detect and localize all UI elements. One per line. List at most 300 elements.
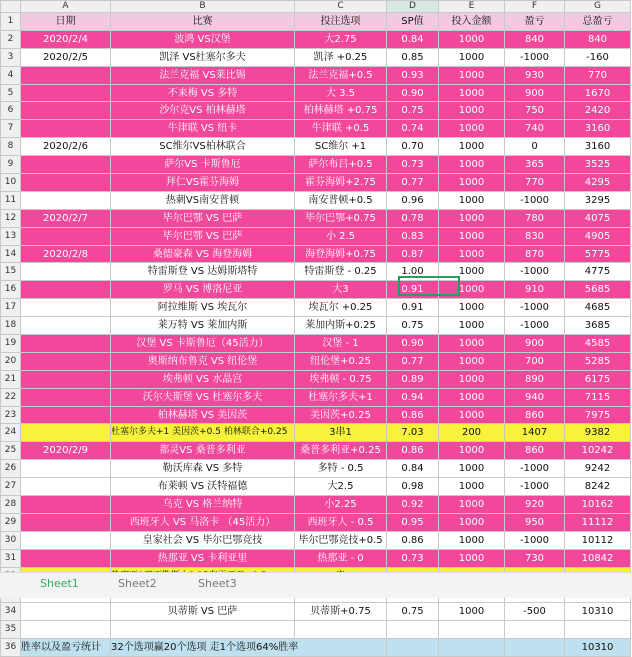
table-cell[interactable]: 0.85 xyxy=(387,48,439,66)
table-cell[interactable]: -500 xyxy=(505,603,565,621)
table-row xyxy=(1,442,631,460)
table-cell[interactable]: 大2.75 xyxy=(295,30,387,48)
table-cell[interactable]: 0.75 xyxy=(387,102,439,120)
table-cell[interactable]: -1000 xyxy=(505,48,565,66)
table-cell[interactable]: 0.74 xyxy=(387,120,439,138)
table-cell[interactable]: 大2.5 xyxy=(295,478,387,496)
table-cell[interactable]: 海登海姆+0.75 xyxy=(295,245,387,263)
table-cell[interactable]: 0.77 xyxy=(387,174,439,192)
table-row xyxy=(1,120,631,138)
table-cell[interactable]: 0.73 xyxy=(387,549,439,567)
row-number[interactable]: 14 xyxy=(1,245,21,263)
table-cell[interactable]: 沃尔夫斯堡 VS 杜塞尔多夫 xyxy=(111,388,295,406)
table-cell[interactable] xyxy=(21,66,111,84)
table-cell[interactable]: 1000 xyxy=(439,227,505,245)
table-cell[interactable] xyxy=(295,621,387,639)
table-cell[interactable]: 7.03 xyxy=(387,424,439,442)
table-cell[interactable]: -160 xyxy=(565,48,631,66)
table-cell[interactable]: 1000 xyxy=(439,174,505,192)
row-number[interactable]: 8 xyxy=(1,138,21,156)
table-cell[interactable]: 1000 xyxy=(439,406,505,424)
table-cell[interactable] xyxy=(21,102,111,120)
row-number[interactable]: 23 xyxy=(1,406,21,424)
table-cell[interactable]: 770 xyxy=(565,66,631,84)
table-cell[interactable]: 1000 xyxy=(439,156,505,174)
table-cell[interactable]: 波鸿 VS汉堡 xyxy=(111,30,295,48)
table-cell[interactable]: 0.75 xyxy=(387,603,439,621)
table-cell[interactable]: 毕尔巴鄂+0.75 xyxy=(295,209,387,227)
table-cell[interactable]: 1000 xyxy=(439,603,505,621)
table-cell[interactable]: 4075 xyxy=(565,209,631,227)
table-cell[interactable]: 1000 xyxy=(439,191,505,209)
table-cell[interactable]: 法兰克福+0.5 xyxy=(295,66,387,84)
table-cell[interactable]: 950 xyxy=(505,513,565,531)
row-number[interactable]: 22 xyxy=(1,388,21,406)
table-cell[interactable]: 杜塞尔多夫+1 美因茨+0.5 柏林联合+0.25 xyxy=(111,424,295,442)
table-cell[interactable]: 小2.25 xyxy=(295,496,387,514)
table-cell[interactable]: 10842 xyxy=(565,549,631,567)
table-cell[interactable]: 3525 xyxy=(565,156,631,174)
table-row xyxy=(1,335,631,353)
table-cell[interactable]: 桑德豪森 VS 海登海姆 xyxy=(111,245,295,263)
table-cell[interactable]: 920 xyxy=(505,496,565,514)
table-cell[interactable] xyxy=(439,639,505,657)
table-cell[interactable]: 0.91 xyxy=(387,281,439,299)
table-cell[interactable]: 埃弗顿 - 0.75 xyxy=(295,370,387,388)
table-cell[interactable]: 汉堡 VS 卡斯鲁厄（45活力） xyxy=(111,335,295,353)
table-cell[interactable] xyxy=(21,191,111,209)
table-cell[interactable] xyxy=(21,478,111,496)
table-cell[interactable]: 毕尔巴鄂竞技+0.5 xyxy=(295,531,387,549)
tab-sheet3[interactable]: Sheet3 xyxy=(198,577,237,590)
table-cell[interactable] xyxy=(21,84,111,102)
tab-sheet1[interactable]: Sheet1 xyxy=(40,577,79,590)
row-number[interactable]: 21 xyxy=(1,370,21,388)
row-number[interactable]: 25 xyxy=(1,442,21,460)
table-cell[interactable]: 940 xyxy=(505,388,565,406)
table-cell[interactable]: 1000 xyxy=(439,317,505,335)
table-cell[interactable]: 0.73 xyxy=(387,156,439,174)
table-cell[interactable]: 1000 xyxy=(439,442,505,460)
table-cell[interactable]: 10162 xyxy=(565,496,631,514)
table-cell[interactable]: 2020/2/7 xyxy=(21,209,111,227)
table-cell[interactable]: 特雷斯登 - 0.25 xyxy=(295,263,387,281)
table-cell[interactable]: 910 xyxy=(505,281,565,299)
table-cell[interactable]: 10112 xyxy=(565,531,631,549)
column-header-f[interactable]: F xyxy=(505,1,565,13)
table-cell[interactable]: 0.96 xyxy=(387,191,439,209)
column-header-a[interactable]: A xyxy=(21,1,111,13)
table-cell[interactable]: 1000 xyxy=(439,102,505,120)
table-cell[interactable]: 奥斯纳布鲁克 VS 纽伦堡 xyxy=(111,352,295,370)
table-cell[interactable]: 7115 xyxy=(565,388,631,406)
table-cell[interactable]: 0.84 xyxy=(387,460,439,478)
table-cell[interactable]: 890 xyxy=(505,370,565,388)
row-number[interactable]: 6 xyxy=(1,102,21,120)
table-cell[interactable]: 大3 xyxy=(295,281,387,299)
table-cell[interactable]: 1000 xyxy=(439,496,505,514)
row-number[interactable]: 24 xyxy=(1,424,21,442)
table-cell[interactable]: 4295 xyxy=(565,174,631,192)
row-number[interactable]: 4 xyxy=(1,66,21,84)
table-cell[interactable]: 4905 xyxy=(565,227,631,245)
column-header-g[interactable]: G xyxy=(565,1,631,13)
table-cell[interactable]: 特雷斯登 VS 达姆斯塔特 xyxy=(111,263,295,281)
table-cell[interactable]: 6175 xyxy=(565,370,631,388)
table-cell[interactable]: 0.70 xyxy=(387,138,439,156)
table-cell[interactable]: 365 xyxy=(505,156,565,174)
table-cell[interactable]: 柏林赫塔 +0.75 xyxy=(295,102,387,120)
table-cell[interactable]: 桑普多利亚+0.25 xyxy=(295,442,387,460)
table-cell[interactable]: 4685 xyxy=(565,299,631,317)
table-cell[interactable]: 2020/2/9 xyxy=(21,442,111,460)
table-cell[interactable]: 法兰克福 VS莱比锡 xyxy=(111,66,295,84)
table-cell[interactable]: 1000 xyxy=(439,263,505,281)
table-cell[interactable]: 3295 xyxy=(565,191,631,209)
table-cell[interactable]: 0.89 xyxy=(387,370,439,388)
column-header-c[interactable]: C xyxy=(295,1,387,13)
table-row xyxy=(1,406,631,424)
table-cell[interactable]: 0.90 xyxy=(387,84,439,102)
table-cell[interactable]: 1000 xyxy=(439,84,505,102)
table-cell[interactable]: 1000 xyxy=(439,335,505,353)
table-cell[interactable]: SC维尔 +1 xyxy=(295,138,387,156)
table-cell[interactable]: 10310 xyxy=(565,603,631,621)
column-header-row xyxy=(1,1,631,13)
table-cell[interactable]: 870 xyxy=(505,245,565,263)
table-cell[interactable]: 770 xyxy=(505,174,565,192)
table-cell[interactable]: -1000 xyxy=(505,299,565,317)
row-number[interactable]: 36 xyxy=(1,639,21,657)
row-number[interactable]: 27 xyxy=(1,478,21,496)
table-cell[interactable]: 热刺VS南安普顿 xyxy=(111,191,295,209)
table-cell[interactable]: 900 xyxy=(505,335,565,353)
table-cell[interactable] xyxy=(505,621,565,639)
table-cell[interactable] xyxy=(21,370,111,388)
table-cell[interactable]: 1000 xyxy=(439,138,505,156)
row-number[interactable]: 5 xyxy=(1,84,21,102)
table-cell[interactable]: 1000 xyxy=(439,30,505,48)
table-cell[interactable]: -1000 xyxy=(505,460,565,478)
table-row xyxy=(1,191,631,209)
table-cell[interactable]: 贝蒂斯 VS 巴萨 xyxy=(111,603,295,621)
table-cell[interactable] xyxy=(21,352,111,370)
table-cell[interactable]: 杜塞尔多夫+1 xyxy=(295,388,387,406)
row-number[interactable]: 15 xyxy=(1,263,21,281)
table-cell[interactable]: 埃瓦尔 +0.25 xyxy=(295,299,387,317)
table-cell[interactable]: 皇家社会 VS 毕尔巴鄂竞技 xyxy=(111,531,295,549)
table-cell[interactable] xyxy=(21,317,111,335)
table-cell[interactable]: 9382 xyxy=(565,424,631,442)
table-cell[interactable] xyxy=(387,639,439,657)
table-cell[interactable]: 西班牙人 VS 马洛卡 （45活力） xyxy=(111,513,295,531)
table-cell[interactable] xyxy=(21,263,111,281)
table-cell[interactable]: 0.86 xyxy=(387,406,439,424)
table-cell[interactable] xyxy=(21,174,111,192)
table-row xyxy=(1,174,631,192)
table-cell[interactable]: 0.84 xyxy=(387,30,439,48)
table-row xyxy=(1,138,631,156)
corner-cell[interactable] xyxy=(1,1,21,13)
table-cell[interactable]: 凯泽 VS杜塞尔多夫 xyxy=(111,48,295,66)
header-cell[interactable]: 盈亏 xyxy=(505,13,565,31)
table-cell[interactable]: 1407 xyxy=(505,424,565,442)
row-number[interactable]: 1 xyxy=(1,13,21,31)
table-cell[interactable] xyxy=(21,549,111,567)
table-cell[interactable]: 牛津联 VS 纽卡 xyxy=(111,120,295,138)
header-cell[interactable]: 总盈亏 xyxy=(565,13,631,31)
table-cell[interactable] xyxy=(21,513,111,531)
table-cell[interactable]: 2020/2/8 xyxy=(21,245,111,263)
column-header-e[interactable]: E xyxy=(439,1,505,13)
row-number[interactable]: 31 xyxy=(1,549,21,567)
table-cell[interactable] xyxy=(21,120,111,138)
table-cell[interactable]: 布莱顿 VS 沃特福德 xyxy=(111,478,295,496)
table-cell[interactable]: 0.93 xyxy=(387,66,439,84)
table-cell[interactable]: 0.83 xyxy=(387,227,439,245)
table-cell[interactable]: 830 xyxy=(505,227,565,245)
table-cell[interactable]: 2420 xyxy=(565,102,631,120)
summary-total[interactable]: 10310 xyxy=(565,639,631,657)
table-cell[interactable]: 多特 - 0.5 xyxy=(295,460,387,478)
table-cell[interactable]: 1000 xyxy=(439,352,505,370)
table-cell[interactable]: 3160 xyxy=(565,138,631,156)
row-number[interactable]: 17 xyxy=(1,299,21,317)
table-cell[interactable]: 0 xyxy=(505,138,565,156)
table-cell[interactable] xyxy=(21,388,111,406)
row-number[interactable]: 30 xyxy=(1,531,21,549)
table-cell[interactable]: 5775 xyxy=(565,245,631,263)
table-cell[interactable]: 0.95 xyxy=(387,513,439,531)
table-cell[interactable] xyxy=(21,281,111,299)
table-cell[interactable]: 0.90 xyxy=(387,335,439,353)
table-row xyxy=(1,621,631,639)
table-cell[interactable]: 1000 xyxy=(439,370,505,388)
table-cell[interactable]: 1000 xyxy=(439,299,505,317)
table-cell[interactable]: 都灵VS 桑普多利亚 xyxy=(111,442,295,460)
table-cell[interactable]: -1000 xyxy=(505,191,565,209)
table-cell[interactable]: 不来梅 VS 多特 xyxy=(111,84,295,102)
table-cell[interactable] xyxy=(21,424,111,442)
table-cell[interactable]: 10242 xyxy=(565,442,631,460)
table-cell[interactable]: 7975 xyxy=(565,406,631,424)
table-cell[interactable]: 萨尔VS 卡斯鲁厄 xyxy=(111,156,295,174)
table-cell[interactable] xyxy=(505,639,565,657)
row-number[interactable]: 10 xyxy=(1,174,21,192)
table-cell[interactable]: 贝蒂斯+0.75 xyxy=(295,603,387,621)
table-cell[interactable]: -1000 xyxy=(505,317,565,335)
table-cell[interactable]: 1000 xyxy=(439,478,505,496)
table-cell[interactable]: 凯泽 +0.25 xyxy=(295,48,387,66)
table-cell[interactable]: 860 xyxy=(505,406,565,424)
row-number[interactable]: 12 xyxy=(1,209,21,227)
table-cell[interactable]: 4585 xyxy=(565,335,631,353)
table-cell[interactable]: 0.94 xyxy=(387,388,439,406)
header-cell[interactable]: 日期 xyxy=(21,13,111,31)
table-cell[interactable] xyxy=(21,156,111,174)
table-cell[interactable] xyxy=(21,460,111,478)
table-cell[interactable]: 730 xyxy=(505,549,565,567)
table-cell[interactable] xyxy=(21,531,111,549)
table-cell[interactable]: 1000 xyxy=(439,245,505,263)
table-row xyxy=(1,48,631,66)
table-cell[interactable]: 0.87 xyxy=(387,245,439,263)
row-number[interactable]: 7 xyxy=(1,120,21,138)
table-cell[interactable]: 萨尔布吕+0.5 xyxy=(295,156,387,174)
table-cell[interactable]: 1000 xyxy=(439,120,505,138)
table-cell[interactable]: 0.98 xyxy=(387,478,439,496)
table-cell[interactable]: 勒沃库森 VS 多特 xyxy=(111,460,295,478)
table-cell[interactable]: 750 xyxy=(505,102,565,120)
table-cell[interactable]: 1670 xyxy=(565,84,631,102)
table-cell[interactable] xyxy=(21,335,111,353)
summary-label[interactable]: 胜率以及盈亏统计 xyxy=(21,639,111,657)
table-cell[interactable]: 牛津联 +0.5 xyxy=(295,120,387,138)
table-cell[interactable]: 3串1 xyxy=(295,424,387,442)
table-cell[interactable]: 0.86 xyxy=(387,531,439,549)
table-cell[interactable] xyxy=(565,621,631,639)
row-number[interactable]: 11 xyxy=(1,191,21,209)
row-number[interactable]: 2 xyxy=(1,30,21,48)
table-cell[interactable]: 汉堡 - 1 xyxy=(295,335,387,353)
table-cell[interactable]: 0.86 xyxy=(387,442,439,460)
row-number[interactable]: 3 xyxy=(1,48,21,66)
summary-row xyxy=(1,639,631,657)
table-cell[interactable]: 1000 xyxy=(439,281,505,299)
summary-text[interactable]: 32个选项赢20个选项 走1个选项64%胜率 xyxy=(111,639,387,657)
header-cell[interactable]: SP值 xyxy=(387,13,439,31)
table-cell[interactable]: 莱万特 VS 莱加内斯 xyxy=(111,317,295,335)
table-cell[interactable] xyxy=(439,621,505,639)
table-cell[interactable]: 1000 xyxy=(439,460,505,478)
table-cell[interactable]: 柏林赫塔 VS 美因茨 xyxy=(111,406,295,424)
header-cell[interactable]: 比赛 xyxy=(111,13,295,31)
table-cell[interactable] xyxy=(111,621,295,639)
table-cell[interactable]: 0.91 xyxy=(387,299,439,317)
header-cell[interactable]: 投入金额 xyxy=(439,13,505,31)
table-cell[interactable]: -1000 xyxy=(505,263,565,281)
row-number[interactable]: 29 xyxy=(1,513,21,531)
row-number[interactable]: 16 xyxy=(1,281,21,299)
table-cell[interactable] xyxy=(387,621,439,639)
table-cell[interactable]: 8242 xyxy=(565,478,631,496)
table-cell[interactable]: 0.77 xyxy=(387,352,439,370)
table-cell[interactable]: 毕尔巴鄂 VS 巴萨 xyxy=(111,227,295,245)
table-cell[interactable]: 热那亚 - 0 xyxy=(295,549,387,567)
table-cell[interactable]: 西班牙人 - 0.5 xyxy=(295,513,387,531)
table-cell[interactable]: 罗马 VS 博洛尼亚 xyxy=(111,281,295,299)
table-cell[interactable]: 860 xyxy=(505,442,565,460)
table-cell[interactable]: 1.00 xyxy=(387,263,439,281)
table-cell[interactable] xyxy=(21,496,111,514)
table-cell[interactable]: 沙尔克VS 柏林赫塔 xyxy=(111,102,295,120)
table-cell[interactable]: 1000 xyxy=(439,549,505,567)
table-cell[interactable]: 1000 xyxy=(439,48,505,66)
table-cell[interactable]: 美因茨+0.25 xyxy=(295,406,387,424)
table-cell[interactable]: 0.92 xyxy=(387,496,439,514)
table-cell[interactable] xyxy=(21,621,111,639)
tab-sheet2[interactable]: Sheet2 xyxy=(118,577,157,590)
table-row xyxy=(1,317,631,335)
table-cell[interactable]: 840 xyxy=(565,30,631,48)
header-cell[interactable]: 投注选项 xyxy=(295,13,387,31)
table-cell[interactable]: 0.78 xyxy=(387,209,439,227)
table-cell[interactable] xyxy=(21,603,111,621)
table-cell[interactable] xyxy=(21,299,111,317)
table-cell[interactable]: 200 xyxy=(439,424,505,442)
table-cell[interactable] xyxy=(21,406,111,424)
table-cell[interactable]: 780 xyxy=(505,209,565,227)
table-cell[interactable]: 大 3.5 xyxy=(295,84,387,102)
table-cell[interactable]: 1000 xyxy=(439,513,505,531)
table-cell[interactable]: -1000 xyxy=(505,478,565,496)
table-cell[interactable] xyxy=(21,227,111,245)
table-cell[interactable]: 840 xyxy=(505,30,565,48)
table-cell[interactable]: 2020/2/4 xyxy=(21,30,111,48)
table-cell[interactable]: 4775 xyxy=(565,263,631,281)
table-row xyxy=(1,388,631,406)
table-cell[interactable]: 2020/2/6 xyxy=(21,138,111,156)
table-row xyxy=(1,84,631,102)
table-row xyxy=(1,281,631,299)
table-cell[interactable]: 1000 xyxy=(439,531,505,549)
row-number[interactable]: 26 xyxy=(1,460,21,478)
table-cell[interactable]: 5685 xyxy=(565,281,631,299)
table-cell[interactable]: 1000 xyxy=(439,388,505,406)
table-cell[interactable]: 拜仁VS霍芬海姆 xyxy=(111,174,295,192)
table-cell[interactable]: 3160 xyxy=(565,120,631,138)
table-cell[interactable]: 0.75 xyxy=(387,317,439,335)
table-cell[interactable]: -1000 xyxy=(505,531,565,549)
table-row xyxy=(1,424,631,442)
table-cell[interactable]: 3685 xyxy=(565,317,631,335)
column-header-b[interactable]: B xyxy=(111,1,295,13)
table-cell[interactable]: 1000 xyxy=(439,209,505,227)
table-cell[interactable]: 阿拉维斯 VS 埃瓦尔 xyxy=(111,299,295,317)
row-number[interactable]: 13 xyxy=(1,227,21,245)
table-cell[interactable]: 埃弗顿 VS 水晶宫 xyxy=(111,370,295,388)
table-cell[interactable]: 9242 xyxy=(565,460,631,478)
row-number[interactable]: 18 xyxy=(1,317,21,335)
table-cell[interactable]: 930 xyxy=(505,66,565,84)
row-number[interactable]: 19 xyxy=(1,335,21,353)
row-number[interactable]: 35 xyxy=(1,621,21,639)
table-cell[interactable]: 5285 xyxy=(565,352,631,370)
table-row xyxy=(1,30,631,48)
row-number[interactable]: 20 xyxy=(1,352,21,370)
table-cell[interactable]: 乌克 VS 格兰纳特 xyxy=(111,496,295,514)
row-number[interactable]: 34 xyxy=(1,603,21,621)
table-cell[interactable]: 纽伦堡+0.25 xyxy=(295,352,387,370)
table-cell[interactable]: 莱加内斯+0.25 xyxy=(295,317,387,335)
table-cell[interactable]: SC维尔VS柏林联合 xyxy=(111,138,295,156)
table-cell[interactable]: 霍芬海姆+2.75 xyxy=(295,174,387,192)
table-cell[interactable]: 热那亚 VS 卡利亚里 xyxy=(111,549,295,567)
table-cell[interactable]: 毕尔巴鄂 VS 巴萨 xyxy=(111,209,295,227)
table-cell[interactable]: 740 xyxy=(505,120,565,138)
table-cell[interactable]: 700 xyxy=(505,352,565,370)
table-cell[interactable]: 南安普顿+0.5 xyxy=(295,191,387,209)
table-cell[interactable]: 900 xyxy=(505,84,565,102)
table-cell[interactable]: 2020/2/5 xyxy=(21,48,111,66)
table-cell[interactable]: 11112 xyxy=(565,513,631,531)
row-number[interactable]: 28 xyxy=(1,496,21,514)
table-row xyxy=(1,513,631,531)
table-cell[interactable]: 1000 xyxy=(439,66,505,84)
column-header-d[interactable]: D xyxy=(387,1,439,13)
row-number[interactable]: 9 xyxy=(1,156,21,174)
table-cell[interactable]: 小 2.5 xyxy=(295,227,387,245)
